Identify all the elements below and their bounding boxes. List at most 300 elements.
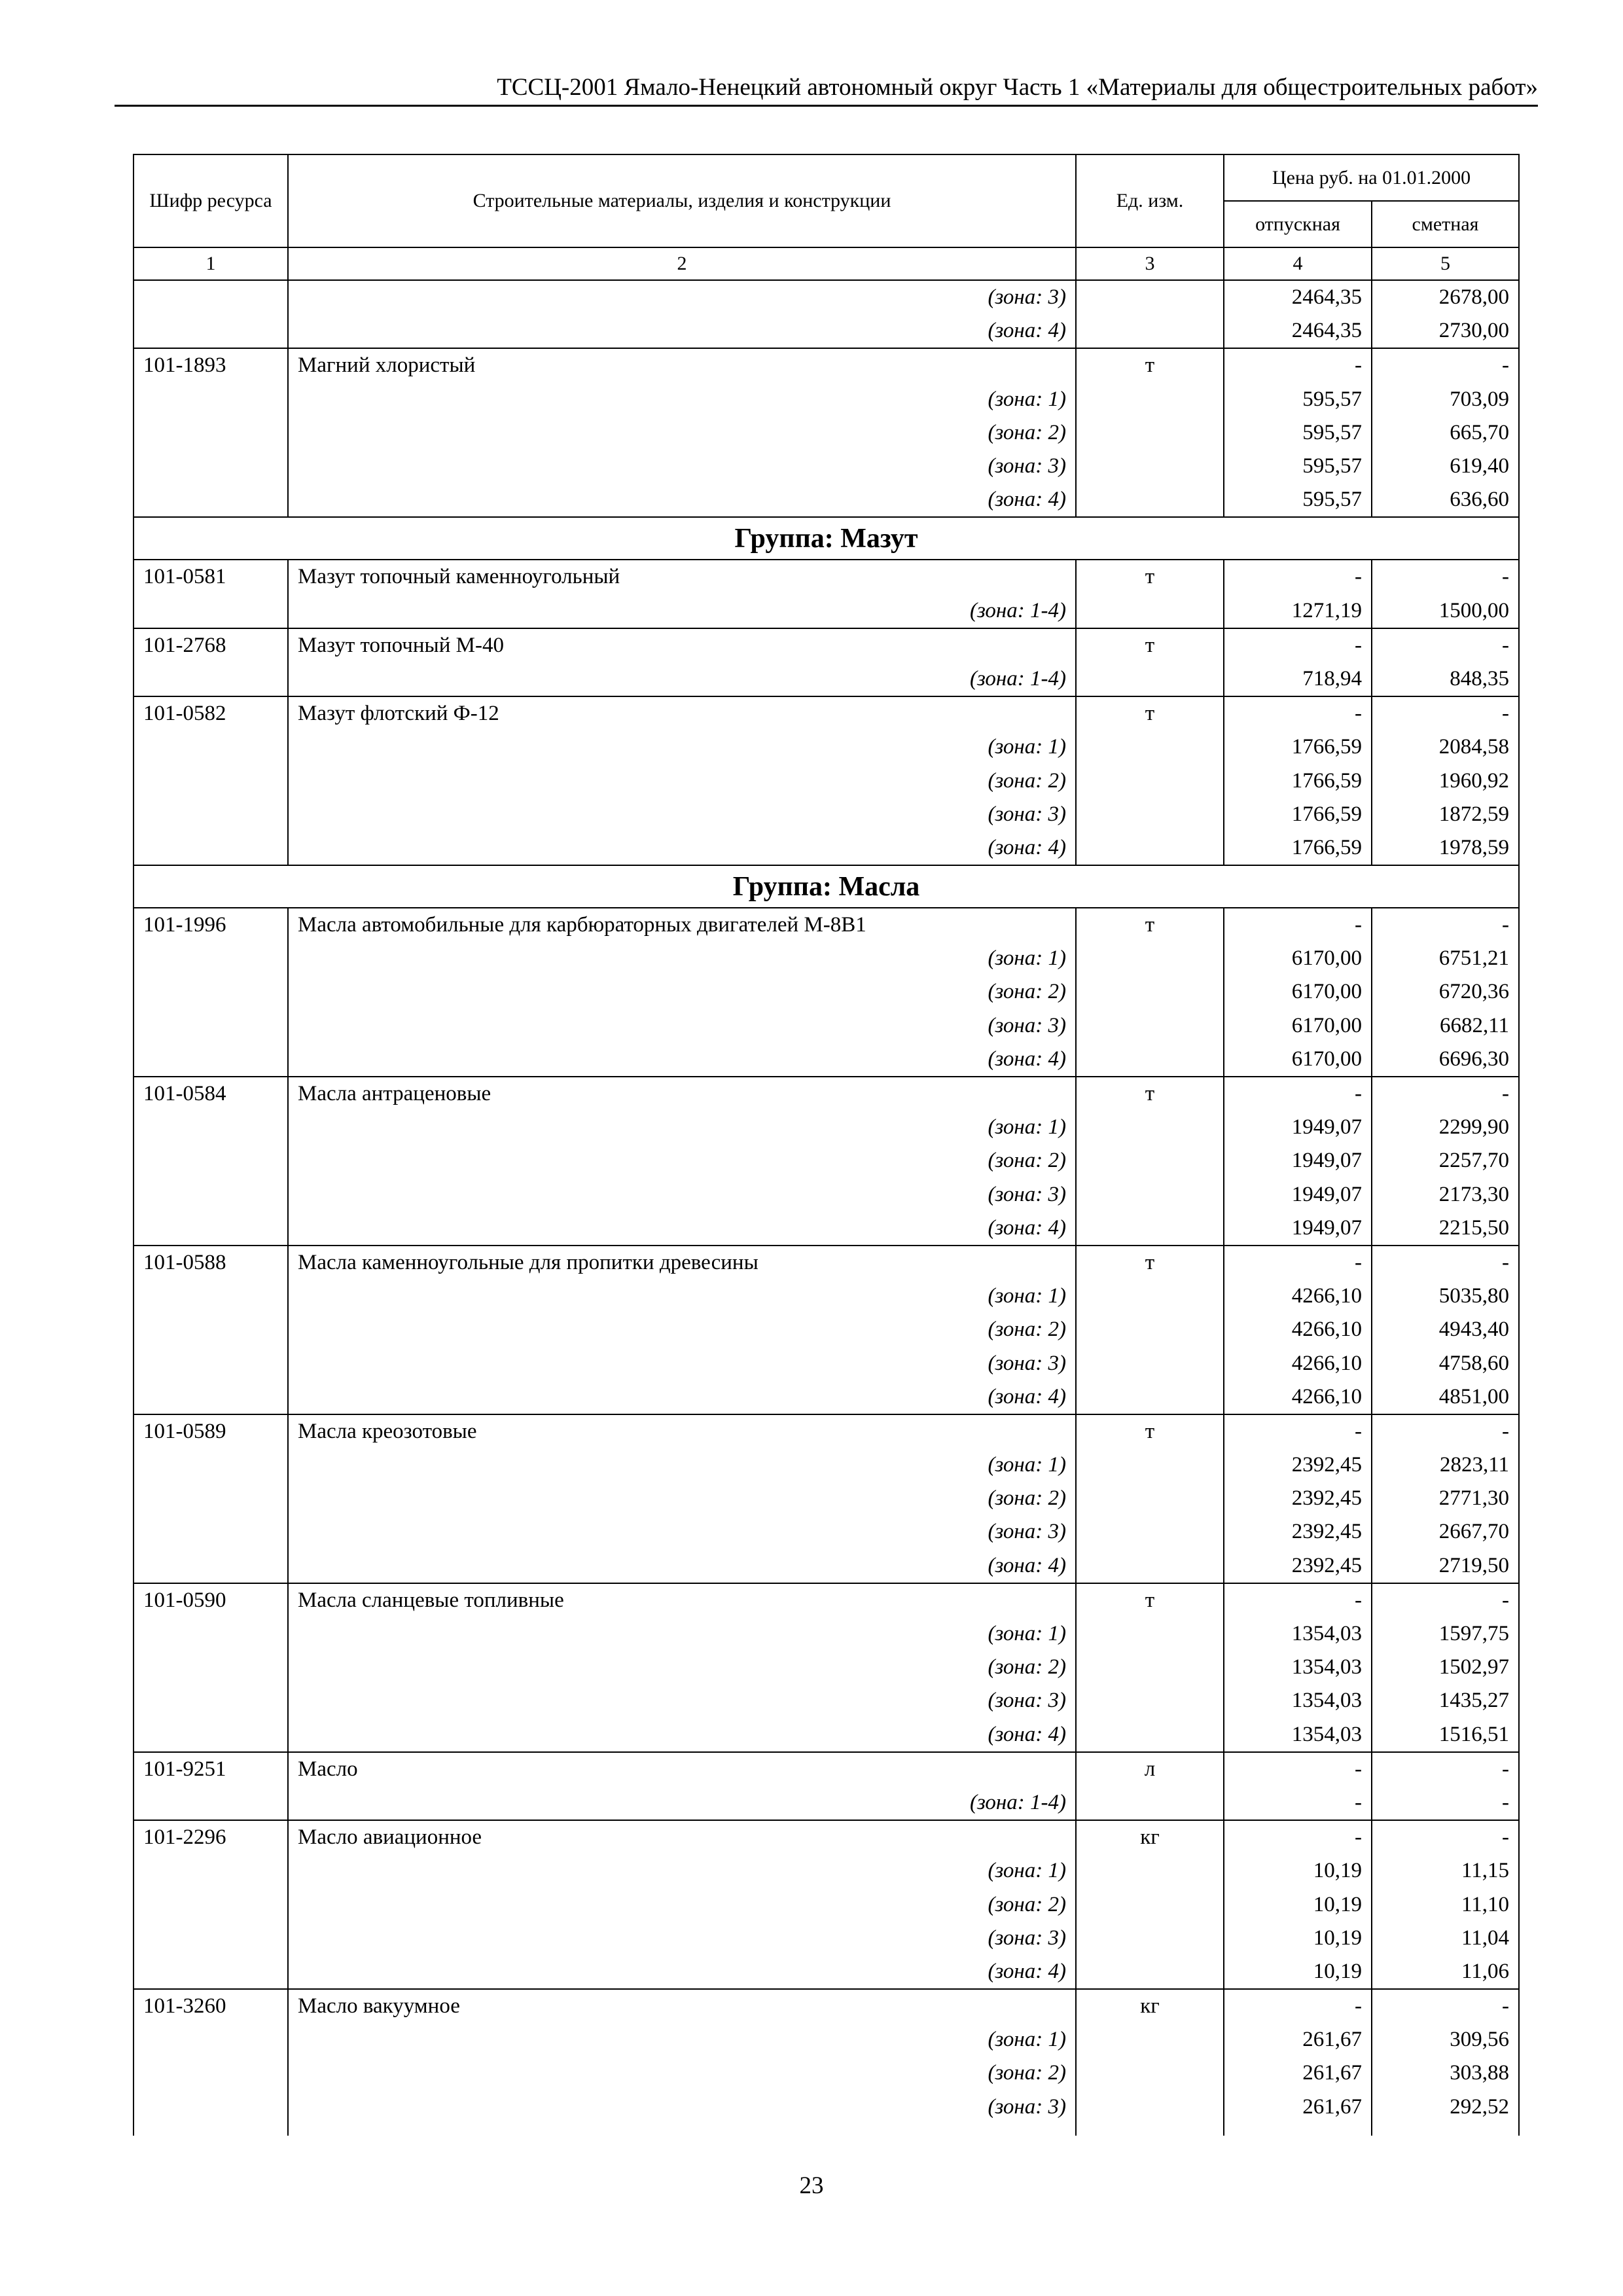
release-price: - [1224, 696, 1372, 730]
zone-cell [288, 1515, 1076, 1549]
release-price: 1766,59 [1224, 764, 1372, 797]
zone-label: (зона: 4) [988, 1384, 1066, 1408]
table-row [134, 1482, 1519, 1515]
table-row [134, 280, 1519, 314]
estimate-price: 2667,70 [1372, 1515, 1519, 1549]
zone-label: (зона: 2) [988, 420, 1066, 444]
continuation-cell [288, 2124, 1076, 2136]
unit: т [1076, 348, 1224, 382]
material-name: Масла сланцевые топливные [288, 1583, 1076, 1617]
resource-code: 101-0581 [134, 560, 288, 594]
zone-label: (зона: 1) [988, 735, 1066, 759]
estimate-price: 11,15 [1372, 1854, 1519, 1888]
zone-cell [288, 483, 1076, 517]
estimate-price: - [1372, 1752, 1519, 1786]
zone-label: (зона: 2) [988, 768, 1066, 793]
estimate-price: 309,56 [1372, 2023, 1519, 2056]
zone-label: (зона: 4) [988, 1959, 1066, 1983]
zone-cell [288, 1549, 1076, 1583]
resource-code [134, 594, 288, 628]
release-price: 1354,03 [1224, 1651, 1372, 1684]
resource-code [134, 2090, 288, 2124]
zone-cell [288, 1178, 1076, 1211]
unit [1076, 1280, 1224, 1313]
table-row [134, 1111, 1519, 1144]
zone-label: (зона: 4) [988, 1722, 1066, 1746]
unit [1076, 1111, 1224, 1144]
table-row [134, 1684, 1519, 1717]
estimate-price: 6696,30 [1372, 1043, 1519, 1077]
zone-label: (зона: 1-4) [969, 666, 1066, 691]
unit: л [1076, 1752, 1224, 1786]
zone-label: (зона: 1-4) [969, 1790, 1066, 1814]
zone-label: (зона: 1) [988, 946, 1066, 971]
release-price: 1271,19 [1224, 594, 1372, 628]
release-price: - [1224, 1077, 1372, 1111]
release-price: 261,67 [1224, 2056, 1372, 2090]
release-price: 2464,35 [1224, 280, 1372, 314]
table-row [134, 1077, 1519, 1111]
estimate-price: 5035,80 [1372, 1280, 1519, 1313]
continuation-cell [1372, 2124, 1519, 2136]
estimate-price: - [1372, 1077, 1519, 1111]
unit: т [1076, 560, 1224, 594]
unit [1076, 1178, 1224, 1211]
estimate-price: 636,60 [1372, 483, 1519, 517]
release-price: 595,57 [1224, 416, 1372, 450]
release-price: 4266,10 [1224, 1380, 1372, 1414]
estimate-price: 1960,92 [1372, 764, 1519, 797]
release-price: - [1224, 628, 1372, 662]
unit [1076, 1718, 1224, 1752]
resource-code [134, 483, 288, 517]
unit [1076, 1211, 1224, 1246]
resource-code: 101-0582 [134, 696, 288, 730]
resource-code [134, 383, 288, 416]
zone-cell [288, 1313, 1076, 1346]
col-header-code: Шифр ресурса [134, 154, 288, 247]
table-row [134, 1448, 1519, 1482]
release-price: 2392,45 [1224, 1482, 1372, 1515]
column-number: 5 [1372, 247, 1519, 280]
resource-code: 101-1893 [134, 348, 288, 382]
estimate-price: 665,70 [1372, 416, 1519, 450]
release-price: 10,19 [1224, 1955, 1372, 1989]
zone-label: (зона: 3) [988, 1351, 1066, 1375]
estimate-price: 2823,11 [1372, 1448, 1519, 1482]
group-title: Группа: Мазут [134, 517, 1519, 560]
zone-cell [288, 1854, 1076, 1888]
resource-code [134, 798, 288, 831]
table-row [134, 1549, 1519, 1583]
resource-code [134, 1718, 288, 1752]
release-price: 6170,00 [1224, 1009, 1372, 1043]
resource-code [134, 1144, 288, 1177]
table-row [134, 831, 1519, 865]
unit [1076, 1684, 1224, 1717]
table-row [134, 662, 1519, 696]
column-number-row [134, 247, 1519, 280]
table-row [134, 1583, 1519, 1617]
material-name: Масла автомобильные для карбюраторных двигателей М-8В1 [288, 908, 1076, 942]
release-price: 1354,03 [1224, 1617, 1372, 1651]
release-price: - [1224, 348, 1372, 382]
release-price: - [1224, 1752, 1372, 1786]
release-price: - [1224, 1989, 1372, 2023]
release-price: 10,19 [1224, 1888, 1372, 1921]
unit [1076, 2023, 1224, 2056]
unit [1076, 1888, 1224, 1921]
table-row [134, 1246, 1519, 1280]
unit [1076, 483, 1224, 517]
zone-label: (зона: 2) [988, 2061, 1066, 2085]
estimate-price: - [1372, 1246, 1519, 1280]
table-row [134, 730, 1519, 764]
zone-cell [288, 2023, 1076, 2056]
estimate-price: - [1372, 1414, 1519, 1448]
zone-cell [288, 1888, 1076, 1921]
table-row [134, 1380, 1519, 1414]
continuation-cell [1076, 2124, 1224, 2136]
release-price: 10,19 [1224, 1922, 1372, 1955]
zone-label: (зона: 2) [988, 980, 1066, 1004]
release-price: - [1224, 1583, 1372, 1617]
table-row [134, 2090, 1519, 2124]
resource-price-table [133, 154, 1520, 2136]
zone-cell [288, 2056, 1076, 2090]
table-row [134, 560, 1519, 594]
estimate-price: 1516,51 [1372, 1718, 1519, 1752]
release-price: 1354,03 [1224, 1718, 1372, 1752]
table-row [134, 1820, 1519, 1854]
estimate-price: 1500,00 [1372, 594, 1519, 628]
zone-label: (зона: 3) [988, 2094, 1066, 2119]
estimate-price: 2173,30 [1372, 1178, 1519, 1211]
unit [1076, 730, 1224, 764]
table-row [134, 2023, 1519, 2056]
table-row [134, 314, 1519, 348]
zone-cell [288, 1955, 1076, 1989]
zone-label: (зона: 2) [988, 1149, 1066, 1173]
release-price: 1949,07 [1224, 1111, 1372, 1144]
zone-label: (зона: 3) [988, 1182, 1066, 1206]
unit: т [1076, 1583, 1224, 1617]
unit [1076, 975, 1224, 1009]
zone-label: (зона: 1) [988, 1859, 1066, 1883]
zone-cell [288, 1786, 1076, 1820]
table-row [134, 628, 1519, 662]
unit [1076, 2090, 1224, 2124]
zone-cell [288, 450, 1076, 483]
zone-label: (зона: 2) [988, 1655, 1066, 1679]
continuation-cell [1224, 2124, 1372, 2136]
zone-cell [288, 942, 1076, 975]
unit: т [1076, 628, 1224, 662]
col-header-unit: Ед. изм. [1076, 154, 1224, 247]
resource-code [134, 1178, 288, 1211]
resource-code [134, 1111, 288, 1144]
zone-cell [288, 416, 1076, 450]
estimate-price: 703,09 [1372, 383, 1519, 416]
estimate-price: - [1372, 1989, 1519, 2023]
release-price: 1766,59 [1224, 798, 1372, 831]
estimate-price: 848,35 [1372, 662, 1519, 696]
zone-cell [288, 764, 1076, 797]
table-row [134, 1617, 1519, 1651]
release-price: 1949,07 [1224, 1178, 1372, 1211]
material-name: Масло авиационное [288, 1820, 1076, 1854]
release-price: 6170,00 [1224, 1043, 1372, 1077]
table-row [134, 1414, 1519, 1448]
resource-code: 101-3260 [134, 1989, 288, 2023]
resource-code [134, 1617, 288, 1651]
table-row [134, 942, 1519, 975]
table-row [134, 1786, 1519, 1820]
table-body [134, 280, 1519, 2136]
unit [1076, 942, 1224, 975]
resource-code [134, 942, 288, 975]
release-price: 2392,45 [1224, 1549, 1372, 1583]
unit [1076, 1651, 1224, 1684]
release-price: 4266,10 [1224, 1313, 1372, 1346]
unit [1076, 1955, 1224, 1989]
estimate-price: 619,40 [1372, 450, 1519, 483]
estimate-price: 2730,00 [1372, 314, 1519, 348]
release-price: 1354,03 [1224, 1684, 1372, 1717]
zone-cell [288, 280, 1076, 314]
material-name: Масло [288, 1752, 1076, 1786]
unit [1076, 1922, 1224, 1955]
estimate-price: - [1372, 1820, 1519, 1854]
resource-code: 101-1996 [134, 908, 288, 942]
release-price: 595,57 [1224, 383, 1372, 416]
unit [1076, 662, 1224, 696]
unit [1076, 1515, 1224, 1549]
table-row [134, 450, 1519, 483]
resource-code [134, 1211, 288, 1246]
resource-code: 101-0590 [134, 1583, 288, 1617]
estimate-price: 2719,50 [1372, 1549, 1519, 1583]
table-header-row [134, 154, 1519, 201]
table-row [134, 908, 1519, 942]
unit [1076, 1786, 1224, 1820]
resource-code [134, 1380, 288, 1414]
estimate-price: 4943,40 [1372, 1313, 1519, 1346]
table-row [134, 1854, 1519, 1888]
release-price: 261,67 [1224, 2023, 1372, 2056]
table-row [134, 1280, 1519, 1313]
resource-code [134, 1651, 288, 1684]
col-header-estimate-price: сметная [1372, 201, 1519, 247]
resource-code [134, 1448, 288, 1482]
estimate-price: 1872,59 [1372, 798, 1519, 831]
column-number: 2 [288, 247, 1076, 280]
estimate-price: - [1372, 348, 1519, 382]
column-number: 4 [1224, 247, 1372, 280]
release-price: 1766,59 [1224, 831, 1372, 865]
release-price: 6170,00 [1224, 975, 1372, 1009]
estimate-price: 2215,50 [1372, 1211, 1519, 1246]
zone-cell [288, 1346, 1076, 1380]
table-row [134, 798, 1519, 831]
estimate-price: 6751,21 [1372, 942, 1519, 975]
zone-cell [288, 314, 1076, 348]
unit [1076, 1380, 1224, 1414]
resource-code [134, 2056, 288, 2090]
estimate-price: 2771,30 [1372, 1482, 1519, 1515]
estimate-price: 1435,27 [1372, 1684, 1519, 1717]
group-header-row [134, 517, 1519, 560]
release-price: - [1224, 1786, 1372, 1820]
resource-code [134, 730, 288, 764]
table-row [134, 1009, 1519, 1043]
zone-cell [288, 1448, 1076, 1482]
continuation-cell [134, 2124, 288, 2136]
zone-cell [288, 383, 1076, 416]
material-name: Масло вакуумное [288, 1989, 1076, 2023]
zone-label: (зона: 1) [988, 1115, 1066, 1139]
zone-label: (зона: 3) [988, 802, 1066, 826]
estimate-price: - [1372, 628, 1519, 662]
unit [1076, 1043, 1224, 1077]
resource-code [134, 450, 288, 483]
zone-cell [288, 594, 1076, 628]
zone-label: (зона: 4) [988, 1553, 1066, 1577]
estimate-price: 1597,75 [1372, 1617, 1519, 1651]
zone-cell [288, 1617, 1076, 1651]
table-row [134, 1718, 1519, 1752]
resource-code [134, 280, 288, 314]
resource-code [134, 1888, 288, 1921]
resource-code [134, 1786, 288, 1820]
table-row [134, 1989, 1519, 2023]
resource-code [134, 764, 288, 797]
zone-label: (зона: 2) [988, 1486, 1066, 1511]
unit [1076, 594, 1224, 628]
release-price: 718,94 [1224, 662, 1372, 696]
release-price: 6170,00 [1224, 942, 1372, 975]
resource-code [134, 1043, 288, 1077]
resource-code: 101-0584 [134, 1077, 288, 1111]
table-row [134, 348, 1519, 382]
resource-code: 101-2768 [134, 628, 288, 662]
resource-code: 101-0588 [134, 1246, 288, 1280]
table-row [134, 594, 1519, 628]
table-row [134, 975, 1519, 1009]
material-name: Мазут топочный М-40 [288, 628, 1076, 662]
resource-code [134, 1922, 288, 1955]
resource-code [134, 314, 288, 348]
release-price: 595,57 [1224, 450, 1372, 483]
zone-cell [288, 1043, 1076, 1077]
unit [1076, 1313, 1224, 1346]
table-row [134, 1752, 1519, 1786]
table-continuation [134, 2124, 1519, 2136]
unit: т [1076, 696, 1224, 730]
zone-cell [288, 1482, 1076, 1515]
table-row [134, 1313, 1519, 1346]
zone-cell [288, 975, 1076, 1009]
unit [1076, 798, 1224, 831]
zone-label: (зона: 3) [988, 1013, 1066, 1037]
header-divider [115, 105, 1538, 107]
release-price: 595,57 [1224, 483, 1372, 517]
table-row [134, 1888, 1519, 1921]
table-row [134, 1178, 1519, 1211]
zone-cell [288, 1144, 1076, 1177]
zone-cell [288, 1684, 1076, 1717]
resource-code [134, 1515, 288, 1549]
zone-label: (зона: 3) [988, 1520, 1066, 1544]
release-price: 1949,07 [1224, 1144, 1372, 1177]
table-row [134, 1515, 1519, 1549]
group-header-row [134, 865, 1519, 908]
unit [1076, 280, 1224, 314]
release-price: 261,67 [1224, 2090, 1372, 2124]
unit [1076, 1854, 1224, 1888]
resource-code [134, 1313, 288, 1346]
column-number: 3 [1076, 247, 1224, 280]
zone-cell [288, 730, 1076, 764]
unit: т [1076, 1414, 1224, 1448]
column-number: 1 [134, 247, 288, 280]
zone-label: (зона: 1) [988, 1622, 1066, 1646]
resource-code [134, 1280, 288, 1313]
zone-label: (зона: 2) [988, 1892, 1066, 1916]
zone-label: (зона: 1) [988, 387, 1066, 411]
table-row [134, 1346, 1519, 1380]
zone-cell [288, 1009, 1076, 1043]
unit [1076, 383, 1224, 416]
zone-label: (зона: 3) [988, 1689, 1066, 1713]
unit [1076, 1482, 1224, 1515]
material-name: Масла креозотовые [288, 1414, 1076, 1448]
unit [1076, 2056, 1224, 2090]
estimate-price: 4758,60 [1372, 1346, 1519, 1380]
group-title: Группа: Масла [134, 865, 1519, 908]
unit [1076, 1009, 1224, 1043]
estimate-price: 2299,90 [1372, 1111, 1519, 1144]
zone-label: (зона: 4) [988, 488, 1066, 512]
release-price: 4266,10 [1224, 1346, 1372, 1380]
unit: кг [1076, 1989, 1224, 2023]
unit [1076, 1448, 1224, 1482]
table-row [134, 383, 1519, 416]
release-price: 2464,35 [1224, 314, 1372, 348]
release-price: 1949,07 [1224, 1211, 1372, 1246]
resource-code [134, 1854, 288, 1888]
estimate-price: 2257,70 [1372, 1144, 1519, 1177]
estimate-price: 11,10 [1372, 1888, 1519, 1921]
table-row [134, 416, 1519, 450]
col-header-price-group: Цена руб. на 01.01.2000 [1224, 154, 1519, 201]
table-row [134, 1144, 1519, 1177]
zone-cell [288, 1380, 1076, 1414]
resource-code [134, 1549, 288, 1583]
resource-code [134, 1346, 288, 1380]
unit: т [1076, 1246, 1224, 1280]
release-price: - [1224, 1246, 1372, 1280]
table-row [134, 1955, 1519, 1989]
resource-code: 101-2296 [134, 1820, 288, 1854]
material-name: Мазут топочный каменноугольный [288, 560, 1076, 594]
estimate-price: 1502,97 [1372, 1651, 1519, 1684]
zone-label: (зона: 3) [988, 1926, 1066, 1950]
table-row [134, 696, 1519, 730]
unit: т [1076, 1077, 1224, 1111]
release-price: 2392,45 [1224, 1448, 1372, 1482]
unit: т [1076, 908, 1224, 942]
